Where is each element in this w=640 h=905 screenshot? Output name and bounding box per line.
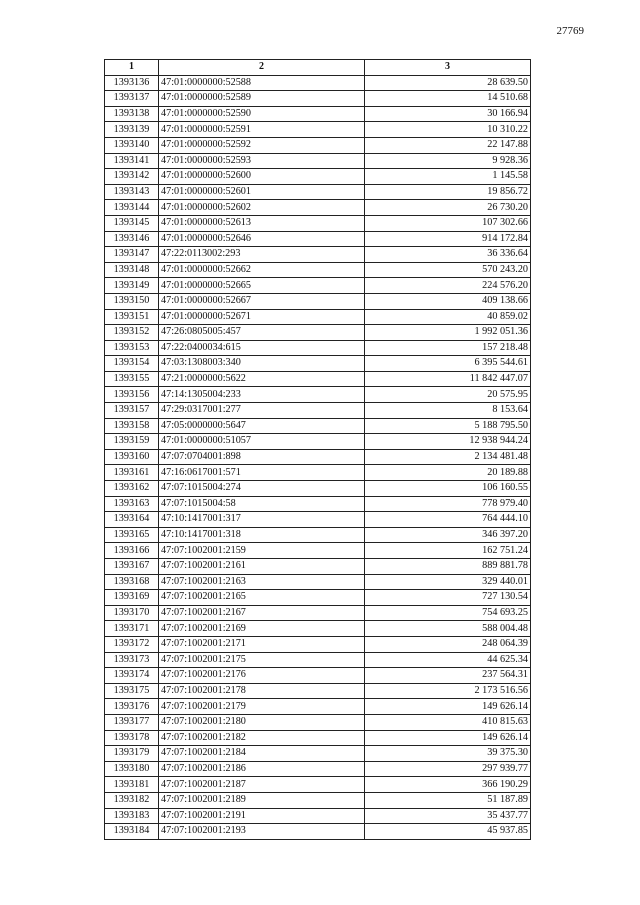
table-row — [105, 137, 531, 153]
cadastral-number-cell: 47:07:1002001:2161 — [159, 559, 365, 575]
column-header-value: 3 — [365, 60, 531, 76]
table-row — [105, 309, 531, 325]
table-body — [105, 75, 531, 839]
value-cell: 19 856.72 — [365, 184, 531, 200]
cadastral-number-cell: 47:07:1002001:2163 — [159, 574, 365, 590]
cadastral-number-cell: 47:14:1305004:233 — [159, 387, 365, 403]
value-cell: 28 639.50 — [365, 75, 531, 91]
cadastral-number-cell: 47:07:1002001:2175 — [159, 652, 365, 668]
cadastral-number-cell: 47:29:0317001:277 — [159, 403, 365, 419]
cadastral-number-cell: 47:10:1417001:318 — [159, 527, 365, 543]
row-number-cell: 1393141 — [105, 153, 159, 169]
table-row — [105, 559, 531, 575]
cadastral-number-cell: 47:01:0000000:52671 — [159, 309, 365, 325]
value-cell: 778 979.40 — [365, 496, 531, 512]
table-row — [105, 777, 531, 793]
row-number-cell: 1393167 — [105, 559, 159, 575]
row-number-cell: 1393155 — [105, 371, 159, 387]
table-row — [105, 387, 531, 403]
value-cell: 6 395 544.61 — [365, 356, 531, 372]
table-row — [105, 621, 531, 637]
row-number-cell: 1393149 — [105, 278, 159, 294]
value-cell: 157 218.48 — [365, 340, 531, 356]
value-cell: 26 730.20 — [365, 200, 531, 216]
table-row — [105, 574, 531, 590]
table-row — [105, 792, 531, 808]
table-row — [105, 122, 531, 138]
value-cell: 51 187.89 — [365, 792, 531, 808]
value-cell: 10 310.22 — [365, 122, 531, 138]
table-header-row — [105, 60, 531, 76]
row-number-cell: 1393142 — [105, 169, 159, 185]
row-number-cell: 1393168 — [105, 574, 159, 590]
cadastral-number-cell: 47:01:0000000:52591 — [159, 122, 365, 138]
table-row — [105, 730, 531, 746]
value-cell: 410 815.63 — [365, 714, 531, 730]
value-cell: 237 564.31 — [365, 668, 531, 684]
cadastral-number-cell: 47:01:0000000:52665 — [159, 278, 365, 294]
table-row — [105, 247, 531, 263]
cadastral-number-cell: 47:21:0000000:5622 — [159, 371, 365, 387]
table-row — [105, 714, 531, 730]
cadastral-number-cell: 47:01:0000000:52588 — [159, 75, 365, 91]
cadastral-number-cell: 47:01:0000000:52613 — [159, 215, 365, 231]
value-cell: 297 939.77 — [365, 761, 531, 777]
table-row — [105, 356, 531, 372]
cadastral-number-cell: 47:07:1002001:2179 — [159, 699, 365, 715]
value-cell: 346 397.20 — [365, 527, 531, 543]
cadastral-number-cell: 47:07:1002001:2184 — [159, 746, 365, 762]
row-number-cell: 1393174 — [105, 668, 159, 684]
table-row — [105, 153, 531, 169]
cadastral-number-cell: 47:22:0113002:293 — [159, 247, 365, 263]
cadastral-number-cell: 47:01:0000000:51057 — [159, 434, 365, 450]
table-row — [105, 403, 531, 419]
cadastral-number-cell: 47:07:1002001:2189 — [159, 792, 365, 808]
row-number-cell: 1393176 — [105, 699, 159, 715]
value-cell: 754 693.25 — [365, 605, 531, 621]
cadastral-number-cell: 47:07:1015004:58 — [159, 496, 365, 512]
value-cell: 35 437.77 — [365, 808, 531, 824]
value-cell: 30 166.94 — [365, 106, 531, 122]
value-cell: 2 173 516.56 — [365, 683, 531, 699]
table-row — [105, 746, 531, 762]
table-row — [105, 184, 531, 200]
value-cell: 889 881.78 — [365, 559, 531, 575]
value-cell: 106 160.55 — [365, 481, 531, 497]
value-cell: 409 138.66 — [365, 293, 531, 309]
table-row — [105, 231, 531, 247]
cadastral-number-cell: 47:10:1417001:317 — [159, 512, 365, 528]
value-cell: 45 937.85 — [365, 824, 531, 840]
table-row — [105, 91, 531, 107]
table-row — [105, 761, 531, 777]
value-cell: 149 626.14 — [365, 699, 531, 715]
value-cell: 36 336.64 — [365, 247, 531, 263]
cadastral-number-cell: 47:03:1308003:340 — [159, 356, 365, 372]
cadastral-number-cell: 47:01:0000000:52602 — [159, 200, 365, 216]
value-cell: 40 859.02 — [365, 309, 531, 325]
row-number-cell: 1393146 — [105, 231, 159, 247]
row-number-cell: 1393166 — [105, 543, 159, 559]
cadastral-number-cell: 47:22:0400034:615 — [159, 340, 365, 356]
cadastral-number-cell: 47:07:1002001:2167 — [159, 605, 365, 621]
cadastral-number-cell: 47:16:0617001:571 — [159, 465, 365, 481]
value-cell: 44 625.34 — [365, 652, 531, 668]
cadastral-number-cell: 47:07:1002001:2187 — [159, 777, 365, 793]
row-number-cell: 1393180 — [105, 761, 159, 777]
row-number-cell: 1393161 — [105, 465, 159, 481]
value-cell: 914 172.84 — [365, 231, 531, 247]
table-row — [105, 668, 531, 684]
cadastral-number-cell: 47:01:0000000:52593 — [159, 153, 365, 169]
table-row — [105, 200, 531, 216]
row-number-cell: 1393173 — [105, 652, 159, 668]
table-row — [105, 605, 531, 621]
value-cell: 588 004.48 — [365, 621, 531, 637]
value-cell: 12 938 944.24 — [365, 434, 531, 450]
cadastral-number-cell: 47:07:1002001:2171 — [159, 636, 365, 652]
cadastral-number-cell: 47:07:1015004:274 — [159, 481, 365, 497]
row-number-cell: 1393157 — [105, 403, 159, 419]
row-number-cell: 1393182 — [105, 792, 159, 808]
row-number-cell: 1393137 — [105, 91, 159, 107]
value-cell: 224 576.20 — [365, 278, 531, 294]
row-number-cell: 1393148 — [105, 262, 159, 278]
value-cell: 1 992 051.36 — [365, 325, 531, 341]
row-number-cell: 1393175 — [105, 683, 159, 699]
row-number-cell: 1393170 — [105, 605, 159, 621]
cadastral-number-cell: 47:07:0704001:898 — [159, 449, 365, 465]
value-cell: 22 147.88 — [365, 137, 531, 153]
row-number-cell: 1393183 — [105, 808, 159, 824]
cadastral-number-cell: 47:07:1002001:2176 — [159, 668, 365, 684]
table-row — [105, 449, 531, 465]
table-row — [105, 434, 531, 450]
value-cell: 2 134 481.48 — [365, 449, 531, 465]
column-header-number: 1 — [105, 60, 159, 76]
row-number-cell: 1393156 — [105, 387, 159, 403]
row-number-cell: 1393143 — [105, 184, 159, 200]
table-row — [105, 512, 531, 528]
row-number-cell: 1393138 — [105, 106, 159, 122]
cadastral-number-cell: 47:07:1002001:2165 — [159, 590, 365, 606]
row-number-cell: 1393139 — [105, 122, 159, 138]
cadastral-number-cell: 47:07:1002001:2186 — [159, 761, 365, 777]
table-row — [105, 418, 531, 434]
row-number-cell: 1393181 — [105, 777, 159, 793]
table-row — [105, 683, 531, 699]
row-number-cell: 1393172 — [105, 636, 159, 652]
row-number-cell: 1393153 — [105, 340, 159, 356]
row-number-cell: 1393162 — [105, 481, 159, 497]
row-number-cell: 1393158 — [105, 418, 159, 434]
row-number-cell: 1393159 — [105, 434, 159, 450]
table-row — [105, 106, 531, 122]
table-row — [105, 278, 531, 294]
value-cell: 14 510.68 — [365, 91, 531, 107]
cadastral-number-cell: 47:01:0000000:52646 — [159, 231, 365, 247]
row-number-cell: 1393145 — [105, 215, 159, 231]
table-row — [105, 808, 531, 824]
table-row — [105, 371, 531, 387]
row-number-cell: 1393184 — [105, 824, 159, 840]
cadastral-number-cell: 47:01:0000000:52662 — [159, 262, 365, 278]
value-cell: 20 189.88 — [365, 465, 531, 481]
value-cell: 162 751.24 — [365, 543, 531, 559]
row-number-cell: 1393136 — [105, 75, 159, 91]
value-cell: 248 064.39 — [365, 636, 531, 652]
table-row — [105, 543, 531, 559]
table-row — [105, 325, 531, 341]
row-number-cell: 1393152 — [105, 325, 159, 341]
table-row — [105, 215, 531, 231]
value-cell: 727 130.54 — [365, 590, 531, 606]
value-cell: 107 302.66 — [365, 215, 531, 231]
value-cell: 764 444.10 — [365, 512, 531, 528]
row-number-cell: 1393154 — [105, 356, 159, 372]
row-number-cell: 1393179 — [105, 746, 159, 762]
value-cell: 366 190.29 — [365, 777, 531, 793]
value-cell: 39 375.30 — [365, 746, 531, 762]
value-cell: 9 928.36 — [365, 153, 531, 169]
cadastral-number-cell: 47:01:0000000:52592 — [159, 137, 365, 153]
row-number-cell: 1393163 — [105, 496, 159, 512]
cadastral-number-cell: 47:07:1002001:2180 — [159, 714, 365, 730]
table-row — [105, 496, 531, 512]
cadastral-number-cell: 47:07:1002001:2178 — [159, 683, 365, 699]
cadastral-number-cell: 47:01:0000000:52589 — [159, 91, 365, 107]
row-number-cell: 1393177 — [105, 714, 159, 730]
table-row — [105, 169, 531, 185]
table-row — [105, 824, 531, 840]
cadastral-number-cell: 47:05:0000000:5647 — [159, 418, 365, 434]
row-number-cell: 1393171 — [105, 621, 159, 637]
table-row — [105, 262, 531, 278]
value-cell: 8 153.64 — [365, 403, 531, 419]
value-cell: 1 145.58 — [365, 169, 531, 185]
cadastral-number-cell: 47:07:1002001:2193 — [159, 824, 365, 840]
page-number: 27769 — [556, 25, 584, 37]
value-cell: 570 243.20 — [365, 262, 531, 278]
value-cell: 11 842 447.07 — [365, 371, 531, 387]
cadastral-number-cell: 47:01:0000000:52667 — [159, 293, 365, 309]
row-number-cell: 1393165 — [105, 527, 159, 543]
row-number-cell: 1393160 — [105, 449, 159, 465]
table-row — [105, 652, 531, 668]
row-number-cell: 1393144 — [105, 200, 159, 216]
value-cell: 5 188 795.50 — [365, 418, 531, 434]
table-row — [105, 527, 531, 543]
table-row — [105, 465, 531, 481]
table-row — [105, 481, 531, 497]
table-row — [105, 699, 531, 715]
value-cell: 329 440.01 — [365, 574, 531, 590]
cadastral-number-cell: 47:01:0000000:52601 — [159, 184, 365, 200]
table-row — [105, 590, 531, 606]
cadastral-number-cell: 47:26:0805005:457 — [159, 325, 365, 341]
row-number-cell: 1393147 — [105, 247, 159, 263]
cadastral-number-cell: 47:07:1002001:2159 — [159, 543, 365, 559]
table-row — [105, 340, 531, 356]
row-number-cell: 1393178 — [105, 730, 159, 746]
value-cell: 149 626.14 — [365, 730, 531, 746]
cadastral-number-cell: 47:01:0000000:52590 — [159, 106, 365, 122]
cadastral-value-table — [104, 59, 531, 840]
cadastral-number-cell: 47:01:0000000:52600 — [159, 169, 365, 185]
table-row — [105, 293, 531, 309]
row-number-cell: 1393169 — [105, 590, 159, 606]
value-cell: 20 575.95 — [365, 387, 531, 403]
table-row — [105, 636, 531, 652]
row-number-cell: 1393140 — [105, 137, 159, 153]
table-row — [105, 75, 531, 91]
column-header-cadastral-number: 2 — [159, 60, 365, 76]
row-number-cell: 1393151 — [105, 309, 159, 325]
cadastral-number-cell: 47:07:1002001:2191 — [159, 808, 365, 824]
cadastral-number-cell: 47:07:1002001:2182 — [159, 730, 365, 746]
row-number-cell: 1393150 — [105, 293, 159, 309]
row-number-cell: 1393164 — [105, 512, 159, 528]
cadastral-number-cell: 47:07:1002001:2169 — [159, 621, 365, 637]
